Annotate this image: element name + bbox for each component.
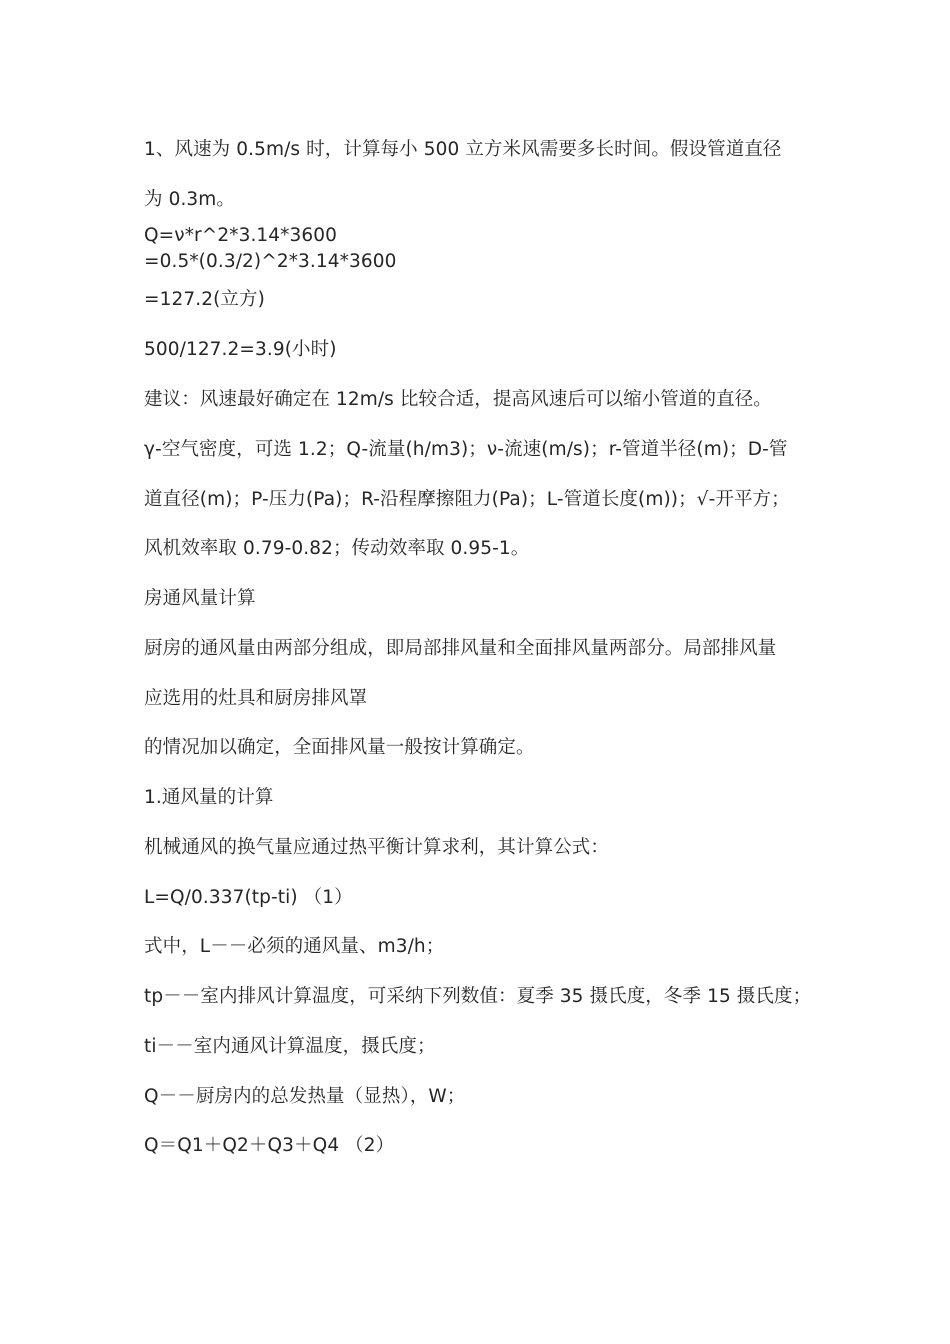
formula-1-line: L=Q/0.337(tp-ti) （1）: [144, 887, 353, 908]
definition-tp-line: tp－－室内排风计算温度，可采纳下列数值：夏季 35 摄氏度，冬季 15 摄氏度；: [144, 986, 812, 1007]
symbol-definitions-line-2: 道直径(m)；P-压力(Pa)；R-沿程摩擦阻力(Pa)；L-管道长度(m))；√-开平方；: [144, 489, 790, 510]
paragraph-line-1: 1、风速为 0.5m/s 时，计算每小 500 立方米风需要多长时间。假设管道直径: [144, 139, 782, 160]
definition-Q-line: Q－－厨房内的总发热量（显热），W；: [144, 1086, 466, 1107]
kitchen-paragraph-line-1: 厨房的通风量由两部分组成，即局部排风量和全面排风量两部分。局部排风量: [144, 638, 777, 659]
time-result-line: 500/127.2=3.9(小时): [144, 339, 337, 360]
subsection-heading: 1.通风量的计算: [144, 787, 274, 808]
formula-line-1: Q=ν*r^2*3.14*3600: [144, 225, 337, 246]
definition-ti-line: ti－－室内通风计算温度，摄氏度；: [144, 1036, 436, 1057]
kitchen-paragraph-line-3: 的情况加以确定，全面排风量一般按计算确定。: [144, 737, 535, 758]
formula-2-line: Q＝Q1＋Q2＋Q3＋Q4 （2）: [144, 1135, 395, 1156]
definition-L-line: 式中，L－－必须的通风量、m3/h；: [144, 936, 445, 957]
suggestion-line: 建议：风速最好确定在 12m/s 比较合适，提高风速后可以缩小管道的直径。: [144, 389, 772, 410]
efficiency-line: 风机效率取 0.79-0.82；传动效率取 0.95-1。: [144, 538, 530, 559]
kitchen-paragraph-line-2: 应选用的灶具和厨房排风罩: [144, 688, 368, 709]
formula-result-line: =127.2(立方): [144, 289, 265, 310]
paragraph-line-2: 为 0.3m。: [144, 189, 236, 210]
calculation-intro-line: 机械通风的换气量应通过热平衡计算求利，其计算公式：: [144, 837, 610, 858]
symbol-definitions-line-1: γ-空气密度，可选 1.2；Q-流量(h/m3)；ν-流速(m/s)；r-管道半径(m)；D-管: [144, 439, 788, 460]
section-heading: 房通风量计算: [144, 588, 256, 609]
formula-line-2: =0.5*(0.3/2)^2*3.14*3600: [144, 251, 397, 272]
